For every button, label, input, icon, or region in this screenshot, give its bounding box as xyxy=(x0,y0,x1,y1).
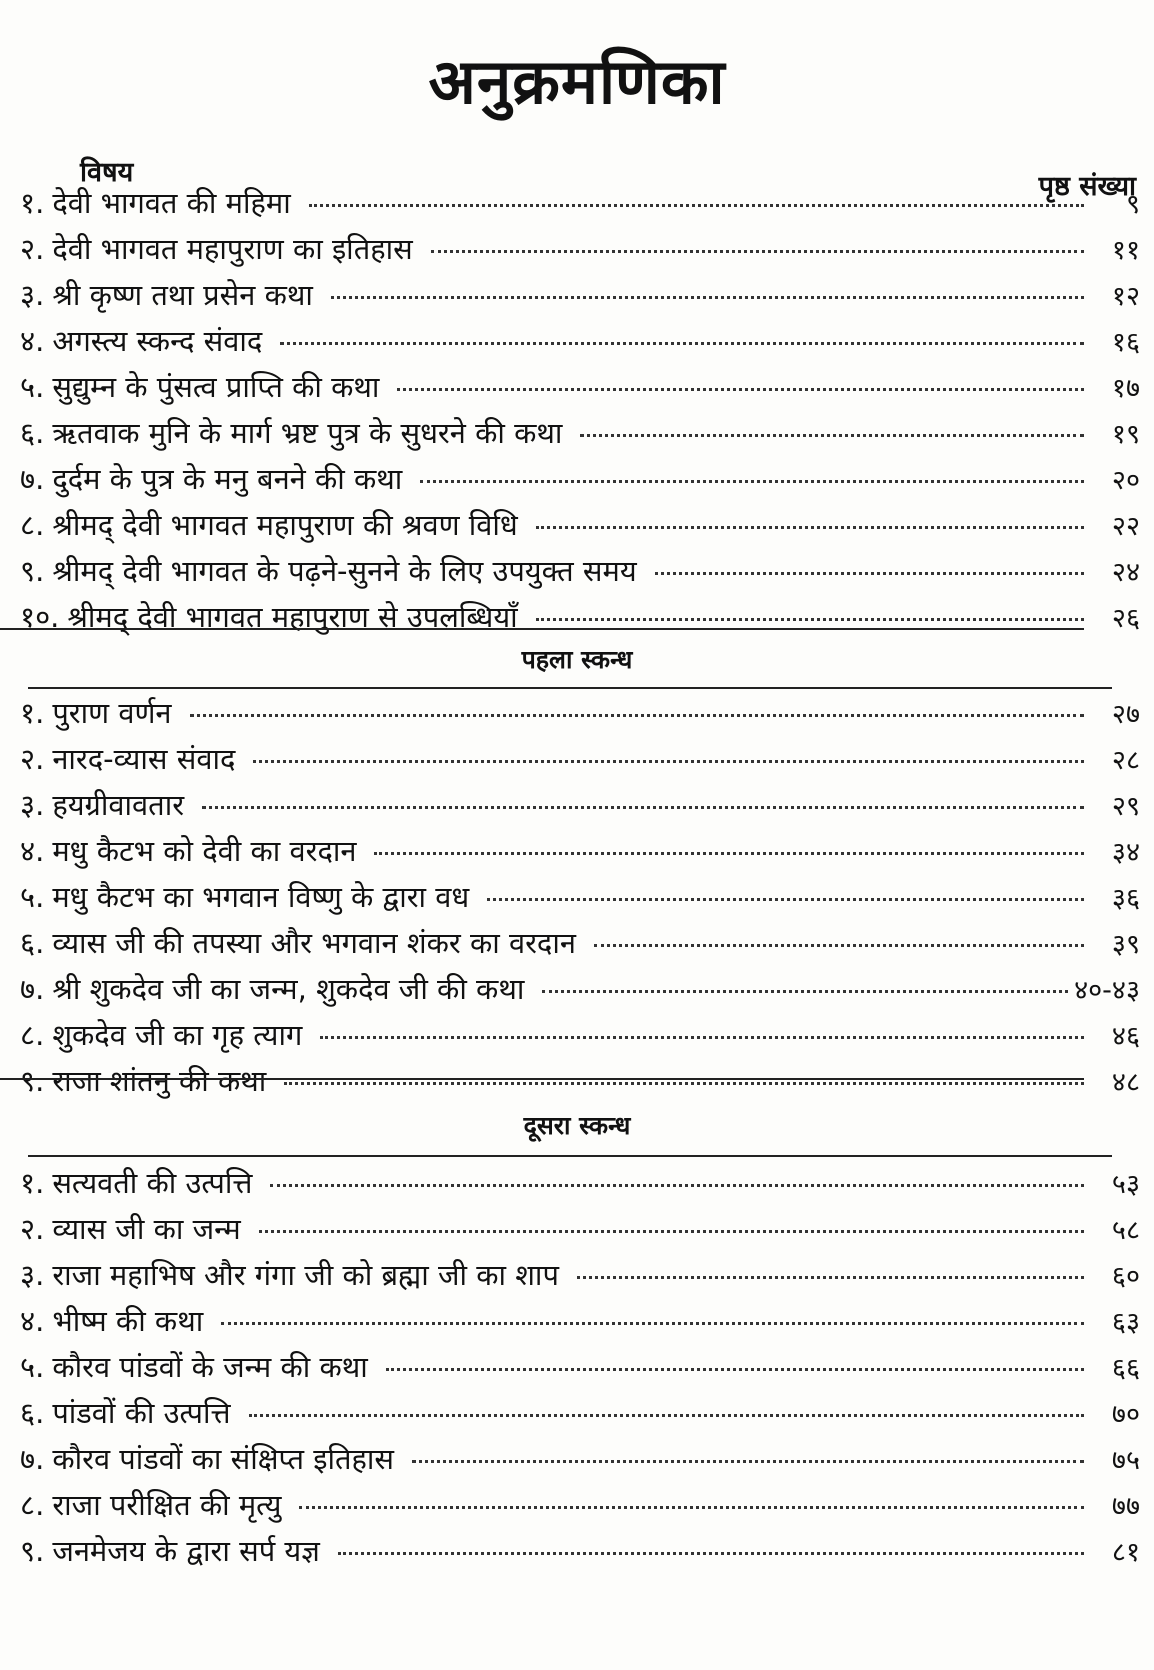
entry-page-number: ७५ xyxy=(1111,1445,1140,1476)
entry-number: ९. xyxy=(20,1534,45,1568)
entry-page-number: २२ xyxy=(1111,511,1140,542)
subject-column-header: विषय xyxy=(80,157,134,188)
divider xyxy=(0,628,1084,630)
dot-leader xyxy=(259,1230,1084,1233)
entry-number: १. xyxy=(20,696,45,730)
entry-number: ५. xyxy=(20,370,45,404)
entry-page-number: २८ xyxy=(1111,745,1140,776)
toc-entry xyxy=(0,690,1154,736)
section-title-second: दूसरा स्कन्ध xyxy=(523,1111,631,1140)
entry-number: १. xyxy=(20,186,45,220)
toc-entry xyxy=(0,1436,1154,1482)
entry-page-number: ४८ xyxy=(1111,1067,1140,1098)
entry-page-number: १९ xyxy=(1111,419,1140,450)
entry-number: १. xyxy=(20,1166,45,1200)
entry-number: २. xyxy=(20,742,45,776)
entry-title: हयग्रीवावतार xyxy=(52,788,185,822)
dot-leader xyxy=(249,1414,1084,1417)
entry-number: ७. xyxy=(20,972,45,1006)
dot-leader xyxy=(280,342,1084,345)
toc-entry xyxy=(0,410,1154,456)
toc-entry xyxy=(0,594,1154,640)
entry-page-number: ३४ xyxy=(1111,837,1140,868)
entry-title: सुद्युम्न के पुंसत्व प्राप्ति की कथा xyxy=(52,370,380,404)
toc-entry xyxy=(0,226,1154,272)
dot-leader xyxy=(320,1036,1084,1039)
dot-leader xyxy=(253,760,1084,763)
page-title: अनुक्रमणिका xyxy=(428,45,726,118)
entry-number: ३. xyxy=(20,788,45,822)
toc-entry xyxy=(0,874,1154,920)
toc-entry xyxy=(0,1058,1154,1104)
entry-title: ऋतवाक मुनि के मार्ग भ्रष्ट पुत्र के सुधरने की कथा xyxy=(52,416,563,450)
section1-list xyxy=(0,690,1154,1104)
dot-leader xyxy=(487,898,1084,901)
dot-leader xyxy=(299,1506,1084,1509)
divider xyxy=(28,1155,1112,1157)
entry-title: सत्यवती की उत्पत्ति xyxy=(52,1166,253,1200)
dot-leader xyxy=(202,806,1084,809)
entry-number: २. xyxy=(20,1212,45,1246)
toc-entry xyxy=(0,364,1154,410)
entry-title: श्रीमद् देवी भागवत महापुराण से उपलब्धियाँ xyxy=(67,600,518,634)
entry-title: भीष्म की कथा xyxy=(52,1304,204,1338)
entry-number: ३. xyxy=(20,278,45,312)
dot-leader xyxy=(655,572,1084,575)
entry-page-number: ६६ xyxy=(1111,1353,1140,1384)
entry-page-number: ५३ xyxy=(1111,1169,1140,1200)
toc-entry xyxy=(0,272,1154,318)
dot-leader xyxy=(374,852,1084,855)
entry-page-number: ८१ xyxy=(1111,1537,1140,1568)
entry-title: व्यास जी की तपस्या और भगवान शंकर का वरदान xyxy=(52,926,576,960)
entry-page-number: ३९ xyxy=(1111,929,1140,960)
dot-leader xyxy=(536,618,1084,621)
dot-leader xyxy=(397,388,1084,391)
dot-leader xyxy=(594,944,1084,947)
entry-title: शुकदेव जी का गृह त्याग xyxy=(52,1018,303,1052)
entry-title: राजा शांतनु की कथा xyxy=(52,1064,267,1098)
toc-entry xyxy=(0,828,1154,874)
entry-page-number: २७ xyxy=(1111,699,1140,730)
entry-title: अगस्त्य स्कन्द संवाद xyxy=(52,324,263,358)
toc-entry xyxy=(0,1344,1154,1390)
entry-page-number: ३६ xyxy=(1111,883,1140,914)
entry-number: ५. xyxy=(20,880,45,914)
entry-number: ७. xyxy=(20,462,45,496)
toc-entry xyxy=(0,1390,1154,1436)
entry-page-number: ६३ xyxy=(1111,1307,1140,1338)
section-title-first: पहला स्कन्ध xyxy=(521,645,633,674)
toc-entry xyxy=(0,736,1154,782)
entry-title: राजा परीक्षित की मृत्यु xyxy=(52,1488,282,1522)
entry-number: ३. xyxy=(20,1258,45,1292)
divider xyxy=(28,687,1112,689)
dot-leader xyxy=(542,990,1068,993)
toc-entry xyxy=(0,966,1154,1012)
entry-title: देवी भागवत की महिमा xyxy=(52,186,291,220)
dot-leader xyxy=(284,1082,1084,1085)
dot-leader xyxy=(536,526,1084,529)
toc-entry xyxy=(0,1298,1154,1344)
toc-entry xyxy=(0,180,1154,226)
toc-entry xyxy=(0,548,1154,594)
entry-page-number: १२ xyxy=(1111,281,1140,312)
entry-page-number: ४०-४३ xyxy=(1074,975,1140,1006)
toc-entry xyxy=(0,318,1154,364)
dot-leader xyxy=(221,1322,1084,1325)
toc-entry xyxy=(0,782,1154,828)
toc-entry xyxy=(0,1012,1154,1058)
dot-leader xyxy=(338,1552,1084,1555)
entry-title: पांडवों की उत्पत्ति xyxy=(52,1396,231,1430)
entry-title: राजा महाभिष और गंगा जी को ब्रह्मा जी का शाप xyxy=(52,1258,559,1292)
entry-title: कौरव पांडवों का संक्षिप्त इतिहास xyxy=(52,1442,395,1476)
entry-page-number: ६० xyxy=(1111,1261,1140,1292)
toc-entry xyxy=(0,1482,1154,1528)
entry-title: देवी भागवत महापुराण का इतिहास xyxy=(52,232,413,266)
toc-entry xyxy=(0,1528,1154,1574)
toc-entry xyxy=(0,502,1154,548)
toc-entry xyxy=(0,1160,1154,1206)
entry-number: १०. xyxy=(20,600,60,634)
divider xyxy=(0,1078,1084,1080)
entry-title: व्यास जी का जन्म xyxy=(52,1212,241,1246)
entry-number: ९. xyxy=(20,1064,45,1098)
entry-number: २. xyxy=(20,232,45,266)
dot-leader xyxy=(331,296,1084,299)
entry-number: ८. xyxy=(20,1488,45,1522)
dot-leader xyxy=(309,204,1084,207)
dot-leader xyxy=(420,480,1084,483)
entry-title: मधु कैटभ को देवी का वरदान xyxy=(52,834,357,868)
dot-leader xyxy=(431,250,1084,253)
entry-number: ८. xyxy=(20,1018,45,1052)
entry-title: कौरव पांडवों के जन्म की कथा xyxy=(52,1350,368,1384)
dot-leader xyxy=(412,1460,1084,1463)
entry-page-number: २४ xyxy=(1111,557,1140,588)
entry-number: ६. xyxy=(20,1396,45,1430)
section2-list xyxy=(0,1160,1154,1574)
page-number-column-header: पृष्ठ संख्या xyxy=(1038,171,1136,202)
entry-page-number: २० xyxy=(1111,465,1140,496)
dot-leader xyxy=(190,714,1084,717)
entry-page-number: २६ xyxy=(1111,603,1140,634)
entry-page-number: ९ xyxy=(1125,189,1140,220)
entry-page-number: ११ xyxy=(1111,235,1140,266)
entry-page-number: १६ xyxy=(1111,327,1140,358)
entry-title: श्री कृष्ण तथा प्रसेन कथा xyxy=(52,278,313,312)
dot-leader xyxy=(577,1276,1084,1279)
entry-page-number: १७ xyxy=(1111,373,1140,404)
toc-entry xyxy=(0,456,1154,502)
entry-number: ९. xyxy=(20,554,45,588)
toc-entry xyxy=(0,1252,1154,1298)
entry-page-number: ४६ xyxy=(1111,1021,1140,1052)
dot-leader xyxy=(386,1368,1084,1371)
entry-number: ४. xyxy=(20,834,45,868)
entry-number: ७. xyxy=(20,1442,45,1476)
entry-number: ५. xyxy=(20,1350,45,1384)
entry-title: श्री शुकदेव जी का जन्म, शुकदेव जी की कथा xyxy=(52,972,525,1006)
intro-list xyxy=(0,180,1154,640)
entry-title: श्रीमद् देवी भागवत महापुराण की श्रवण विधि xyxy=(52,508,518,542)
entry-title: दुर्दम के पुत्र के मनु बनने की कथा xyxy=(52,462,403,496)
entry-title: जनमेजय के द्वारा सर्प यज्ञ xyxy=(52,1534,320,1568)
entry-title: पुराण वर्णन xyxy=(52,696,172,730)
entry-number: ६. xyxy=(20,416,45,450)
entry-page-number: ५८ xyxy=(1111,1215,1140,1246)
entry-number: ६. xyxy=(20,926,45,960)
entry-page-number: ७० xyxy=(1111,1399,1140,1430)
entry-number: ४. xyxy=(20,1304,45,1338)
entry-title: मधु कैटभ का भगवान विष्णु के द्वारा वध xyxy=(52,880,470,914)
entry-number: ४. xyxy=(20,324,45,358)
entry-page-number: ७७ xyxy=(1111,1491,1140,1522)
entry-page-number: २९ xyxy=(1111,791,1140,822)
toc-entry xyxy=(0,1206,1154,1252)
entry-title: नारद-व्यास संवाद xyxy=(52,742,236,776)
entry-title: श्रीमद् देवी भागवत के पढ़ने-सुनने के लिए उपयुक्त समय xyxy=(52,554,637,588)
entry-number: ८. xyxy=(20,508,45,542)
dot-leader xyxy=(580,434,1084,437)
dot-leader xyxy=(270,1184,1084,1187)
toc-entry xyxy=(0,920,1154,966)
